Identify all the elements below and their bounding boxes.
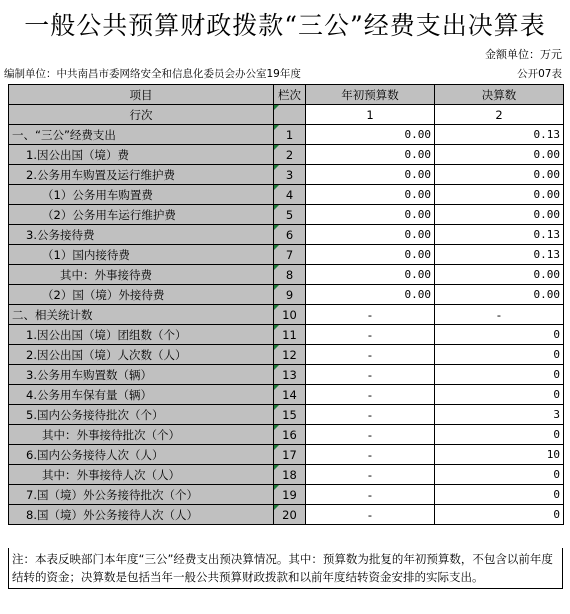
row-final-value: 3 <box>435 405 564 425</box>
row-final-value: 0.00 <box>435 265 564 285</box>
row-budget-value: 0.00 <box>306 205 435 225</box>
row-budget-value: - <box>306 485 435 505</box>
row-column-no <box>274 445 306 465</box>
row-column-no <box>274 245 306 265</box>
comment-marker-icon <box>274 465 279 470</box>
header-row-index-label: 行次 <box>9 105 274 125</box>
expenditure-table <box>8 84 564 525</box>
row-number: 5 <box>285 207 294 222</box>
row-item-name: 3.公务接待费 <box>9 225 274 245</box>
page-title: 一般公共预算财政拨款“三公”经费支出决算表 <box>24 11 546 40</box>
comment-marker-icon <box>274 425 279 430</box>
row-budget-value: - <box>306 385 435 405</box>
row-column-no <box>274 205 306 225</box>
row-item-name: 4.公务用车保有量（辆） <box>9 385 274 405</box>
table-row <box>9 345 564 365</box>
row-final-value: 0.13 <box>435 245 564 265</box>
row-number: 20 <box>282 507 297 522</box>
table-row <box>9 185 564 205</box>
row-final-value: 0.00 <box>435 285 564 305</box>
row-item-name: 其中：外事接待批次（个） <box>9 425 274 445</box>
form-number: 公开07表 <box>517 68 562 80</box>
comment-marker-icon <box>274 385 279 390</box>
row-budget-value: - <box>306 325 435 345</box>
row-item-name: 8.国（境）外公务接待人次（人） <box>9 505 274 525</box>
row-final-value: 0.00 <box>435 185 564 205</box>
row-column-no <box>274 425 306 445</box>
row-final-value: 10 <box>435 445 564 465</box>
row-number: 4 <box>285 187 294 202</box>
amount-unit: 金额单位：万元 <box>485 48 562 61</box>
row-budget-value: - <box>306 365 435 385</box>
row-item-name: 2.因公出国（境）人次数（人） <box>9 345 274 365</box>
row-item-name: 其中：外事接待费 <box>9 265 274 285</box>
row-column-no <box>274 505 306 525</box>
row-number: 19 <box>282 487 297 502</box>
row-final-value: 0 <box>435 365 564 385</box>
row-item-name: 一、“三公”经费支出 <box>9 125 274 145</box>
row-budget-value: - <box>306 405 435 425</box>
row-budget-value: 0.00 <box>306 165 435 185</box>
comment-marker-icon <box>274 485 279 490</box>
table-header-row <box>9 85 564 105</box>
row-item-name: （1）国内接待费 <box>9 245 274 265</box>
comment-marker-icon <box>274 225 279 230</box>
footnote: 注：本表反映部门本年度“三公”经费支出预决算情况。其中：预算数为批复的年初预算数，不包含以前年度结转的资金；决算数是包括当年一般公共预算财政拨款和以前年度结转资金安排的实际支出。 <box>8 548 563 589</box>
row-budget-value: 0.00 <box>306 265 435 285</box>
row-item-name: （1）公务用车购置费 <box>9 185 274 205</box>
row-column-no <box>274 385 306 405</box>
row-budget-value: 0.00 <box>306 145 435 165</box>
row-final-value: 0 <box>435 505 564 525</box>
row-number: 14 <box>282 387 297 402</box>
row-budget-value: 0.00 <box>306 245 435 265</box>
row-budget-value: - <box>306 505 435 525</box>
row-item-name: （2）公务用车运行维护费 <box>9 205 274 225</box>
comment-marker-icon <box>274 325 279 330</box>
row-number: 1 <box>285 127 294 142</box>
table-row <box>9 485 564 505</box>
comment-marker-icon <box>274 265 279 270</box>
table-row <box>9 305 564 325</box>
comment-marker-icon <box>274 165 279 170</box>
header-column-no: 栏次 <box>274 85 306 105</box>
row-number: 3 <box>285 167 294 182</box>
row-final-value: 0.00 <box>435 165 564 185</box>
row-number: 8 <box>285 267 294 282</box>
table-row <box>9 285 564 305</box>
row-number: 18 <box>282 467 297 482</box>
table-row <box>9 465 564 485</box>
row-item-name: 5.国内公务接待批次（个） <box>9 405 274 425</box>
row-number: 9 <box>285 287 294 302</box>
table-header-row-index <box>9 105 564 125</box>
row-budget-value: 0.00 <box>306 285 435 305</box>
table-row <box>9 385 564 405</box>
row-column-no <box>274 185 306 205</box>
row-column-no <box>274 365 306 385</box>
comment-marker-icon <box>274 205 279 210</box>
row-column-no <box>274 465 306 485</box>
row-column-no <box>274 125 306 145</box>
row-item-name: （2）国（境）外接待费 <box>9 285 274 305</box>
row-budget-value: 0.00 <box>306 125 435 145</box>
row-final-value: 0 <box>435 465 564 485</box>
row-budget-value: - <box>306 445 435 465</box>
row-budget-value: 0.00 <box>306 185 435 205</box>
comment-marker-icon <box>274 105 279 110</box>
table-row <box>9 225 564 245</box>
row-final-value: 0 <box>435 385 564 405</box>
row-number: 16 <box>282 427 297 442</box>
row-number: 7 <box>285 247 294 262</box>
table-row <box>9 245 564 265</box>
row-final-value: 0 <box>435 325 564 345</box>
table-row <box>9 425 564 445</box>
row-column-no <box>274 405 306 425</box>
table-row <box>9 325 564 345</box>
table-row <box>9 505 564 525</box>
row-final-value: 0.00 <box>435 205 564 225</box>
row-budget-value: - <box>306 345 435 365</box>
row-column-no <box>274 165 306 185</box>
row-column-no <box>274 285 306 305</box>
comment-marker-icon <box>274 185 279 190</box>
row-number: 11 <box>282 327 297 342</box>
comment-marker-icon <box>274 445 279 450</box>
row-final-value: - <box>435 305 564 325</box>
header-budget: 年初预算数 <box>306 85 435 105</box>
table-row <box>9 265 564 285</box>
comment-marker-icon <box>274 345 279 350</box>
header-final: 决算数 <box>435 85 564 105</box>
comment-marker-icon <box>274 365 279 370</box>
row-column-no <box>274 225 306 245</box>
row-number: 13 <box>282 367 297 382</box>
row-item-name: 7.国（境）外公务接待批次（个） <box>9 485 274 505</box>
comment-marker-icon <box>274 245 279 250</box>
row-item-name: 其中：外事接待人次（人） <box>9 465 274 485</box>
row-column-no <box>274 325 306 345</box>
comment-marker-icon <box>274 405 279 410</box>
row-number: 12 <box>282 347 297 362</box>
row-number: 17 <box>282 447 297 462</box>
row-number: 15 <box>282 407 297 422</box>
table-row <box>9 145 564 165</box>
header-row-index-blank <box>274 105 306 125</box>
row-column-no <box>274 485 306 505</box>
row-item-name: 3.公务用车购置数（辆） <box>9 365 274 385</box>
table-row <box>9 405 564 425</box>
table-row <box>9 365 564 385</box>
row-final-value: 0.13 <box>435 125 564 145</box>
comment-marker-icon <box>274 305 279 310</box>
row-number: 10 <box>282 307 297 322</box>
table-row <box>9 205 564 225</box>
row-budget-value: - <box>306 305 435 325</box>
row-column-no <box>274 265 306 285</box>
header-budget-index: 1 <box>306 105 435 125</box>
row-item-name: 1.因公出国（境）团组数（个） <box>9 325 274 345</box>
table-row <box>9 165 564 185</box>
header-final-index: 2 <box>435 105 564 125</box>
row-final-value: 0 <box>435 345 564 365</box>
comment-marker-icon <box>274 125 279 130</box>
reporting-organization: 编制单位：中共南昌市委网络安全和信息化委员会办公室19年度 <box>4 68 301 80</box>
row-number: 2 <box>285 147 294 162</box>
row-final-value: 0.00 <box>435 145 564 165</box>
header-item: 项目 <box>9 85 274 105</box>
row-item-name: 2.公务用车购置及运行维护费 <box>9 165 274 185</box>
table-row <box>9 445 564 465</box>
row-number: 6 <box>285 227 294 242</box>
row-column-no <box>274 145 306 165</box>
table-row <box>9 125 564 145</box>
comment-marker-icon <box>274 285 279 290</box>
comment-marker-icon <box>274 145 279 150</box>
row-item-name: 6.国内公务接待人次（人） <box>9 445 274 465</box>
row-column-no <box>274 305 306 325</box>
row-budget-value: - <box>306 425 435 445</box>
row-item-name: 二、相关统计数 <box>9 305 274 325</box>
row-final-value: 0 <box>435 425 564 445</box>
row-final-value: 0 <box>435 485 564 505</box>
row-budget-value: 0.00 <box>306 225 435 245</box>
row-item-name: 1.因公出国（境）费 <box>9 145 274 165</box>
row-final-value: 0.13 <box>435 225 564 245</box>
comment-marker-icon <box>274 505 279 510</box>
row-column-no <box>274 345 306 365</box>
row-budget-value: - <box>306 465 435 485</box>
